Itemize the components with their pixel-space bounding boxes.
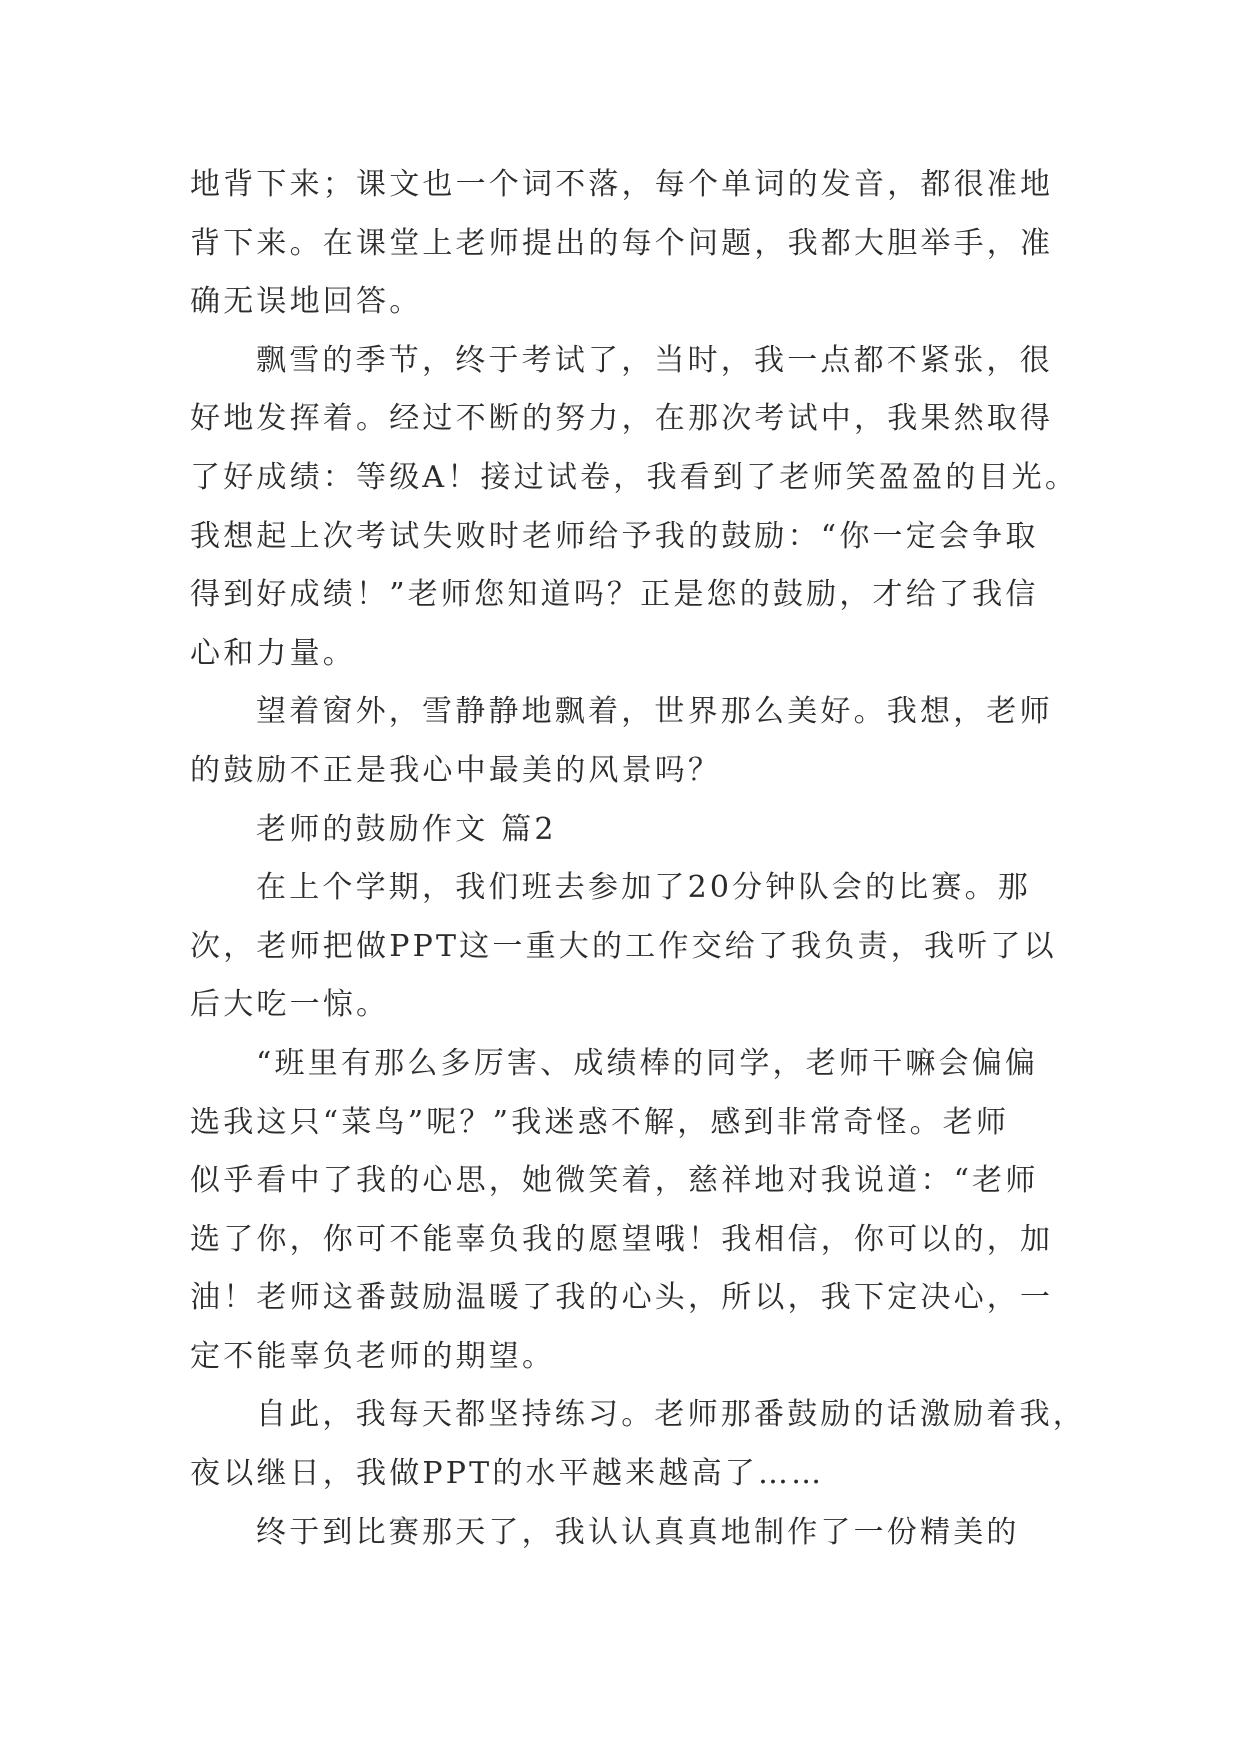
text-line: 夜以继日，我做PPT的水平越来越高了…… [190,1456,825,1492]
text-line: 心和力量。 [190,635,356,671]
text-line: 自此，我每天都坚持练习。老师那番鼓励的话激励着我， [256,1397,1086,1433]
text-line: 地背下来；课文也一个词不落，每个单词的发音，都很准地 [190,167,1054,202]
text-line: 选了你，你可不能辜负我的愿望哦！我相信，你可以的，加 [190,1221,1054,1257]
text-line: 望着窗外，雪静静地飘着，世界那么美好。我想，老师 [256,694,1053,730]
text-line: 油！老师这番鼓励温暖了我的心头，所以，我下定决心，一 [190,1280,1054,1316]
text-line: 在上个学期，我们班去参加了20分钟队会的比赛。那 [256,870,1031,906]
text-line: 我想起上次考试失败时老师给予我的鼓励：“你一定会争取 [190,518,1039,554]
document-body [190,156,1086,1562]
text-line: 似乎看中了我的心思，她微笑着，慈祥地对我说道：“老师 [190,1163,1039,1199]
text-line: 的鼓励不正是我心中最美的风景吗？ [190,752,722,788]
text-line: 背下来。在课堂上老师提出的每个问题，我都大胆举手，准 [190,225,1054,261]
text-line: 选我这只“菜鸟”呢？”我迷惑不解，感到非常奇怪。老师 [190,1104,1010,1140]
text-line: 确无误地回答。 [190,284,423,320]
text-line: “班里有那么多厉害、成绩棒的同学，老师干嘛会偏偏 [256,1045,1039,1081]
text-line: 得到好成绩！”老师您知道吗？正是您的鼓励，才给了我信 [190,577,1039,613]
text-line: 定不能辜负老师的期望。 [190,1338,556,1374]
text-line: 了好成绩：等级A！接过试卷，我看到了老师笑盈盈的目光。 [190,459,1079,495]
text-line: 好地发挥着。经过不断的努力，在那次考试中，我果然取得 [190,401,1054,437]
text-line: 飘雪的季节，终于考试了，当时，我一点都不紧张，很 [256,342,1053,378]
text-line: 后大吃一惊。 [190,987,390,1023]
text-line: 老师的鼓励作文 篇2 [256,811,557,847]
text-line: 次，老师把做PPT这一重大的工作交给了我负责，我听了以 [190,928,1057,964]
text-line: 终于到比赛那天了，我认认真真地制作了一份精美的 [256,1514,1020,1550]
